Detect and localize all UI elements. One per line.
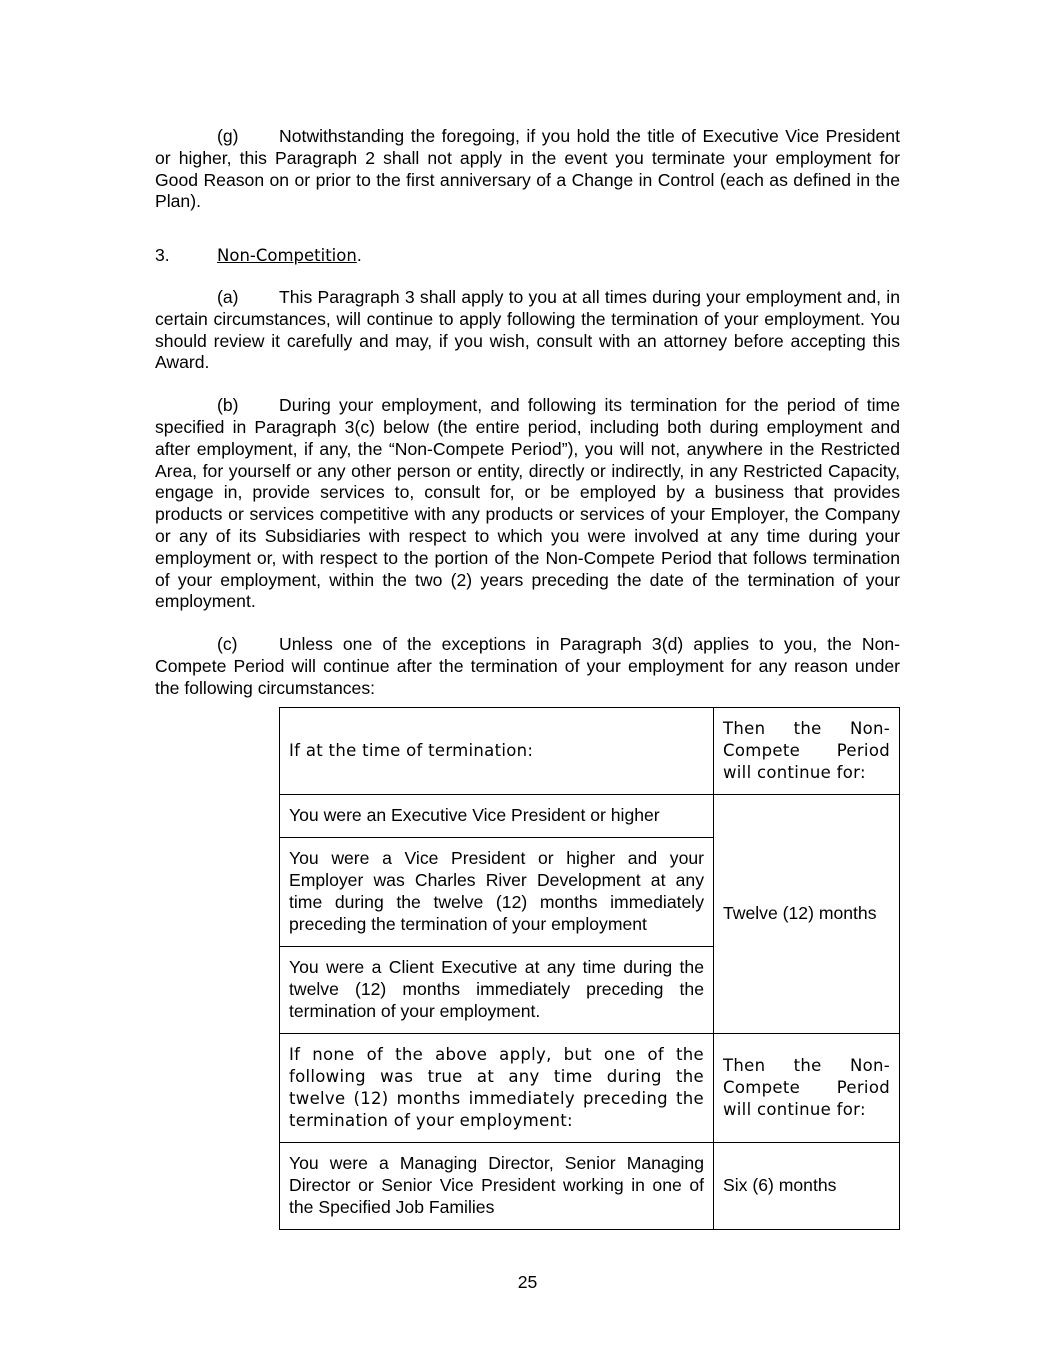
paragraph-a-label: (a)	[217, 286, 239, 307]
paragraph-a-text: This Paragraph 3 shall apply to you at all times during your employment and, in certain circumstances, will continue to apply following the termination of your employment. You should review it carefully and may, if you wish, consult with an attorney before accepting this Award.	[155, 286, 900, 373]
table-subheader-row	[280, 1034, 900, 1143]
table-row	[280, 795, 900, 838]
table-header-right: Then the Non-Compete Period will continue for:	[714, 708, 900, 795]
table-cell-evp: You were an Executive Vice President or higher	[280, 795, 714, 838]
paragraph-b-label: (b)	[217, 395, 239, 416]
paragraph-c	[155, 634, 900, 699]
paragraph-g-text: Notwithstanding the foregoing, if you hold the title of Executive Vice President or higher, this Paragraph 2 shall not apply in the event you terminate your employment for Good Reason on or prior to the first anniversary of a Change in Control (each as defined in the Plan).	[155, 126, 900, 212]
paragraph-b	[155, 395, 900, 613]
table-header-row	[280, 708, 900, 795]
table-cell-managing-director: You were a Managing Director, Senior Managing Director or Senior Vice President working in one of the Specified Job Families	[280, 1143, 714, 1230]
table-subheader-left: If none of the above apply, but one of the following was true at any time during the twelve (12) months immediately preceding the termination of your employment:	[280, 1034, 714, 1143]
section-3-title: Non-Competition	[217, 246, 357, 266]
paragraph-a	[155, 287, 900, 374]
paragraph-b-text: During your employment, and following its termination for the period of time specified in Paragraph 3(c) below (the entire period, including both during employment and after employment, if any, the “Non-Compete Period”), you will not, anywhere in the Restricted Area, for yourself or any other person or entity, directly or indirectly, in any Restricted Capacity, engage in, provide services to, consult for, or be employed by a business that provides products or services competitive with any products or services of your Employer, the Company or any of its Subsidiaries with respect to which you were involved at any time during your employment or, with respect to the portion of the Non-Compete Period that follows termination of your employment, within the two (2) years preceding the date of the termination of your employment.	[155, 395, 900, 612]
table-subheader-right: Then the Non-Compete Period will continue for:	[714, 1034, 900, 1143]
table-row	[280, 1143, 900, 1230]
paragraph-c-text: Unless one of the exceptions in Paragraph 3(d) applies to you, the Non-Compete Period will continue after the termination of your employment for any reason under the following circumstances:	[155, 634, 900, 698]
section-3-heading	[155, 245, 900, 267]
section-3-number: 3.	[155, 245, 170, 266]
paragraph-g	[155, 126, 900, 213]
paragraph-c-label: (c)	[217, 634, 238, 655]
table-cell-six-months: Six (6) months	[714, 1143, 900, 1230]
table-header-left: If at the time of termination:	[280, 708, 714, 795]
non-compete-table	[279, 707, 900, 1230]
table-cell-vp-crd: You were a Vice President or higher and your Employer was Charles River Development at any time during the twelve (12) months immediately preceding the termination of your employment	[280, 838, 714, 947]
table-cell-twelve-months: Twelve (12) months	[714, 795, 900, 1034]
document-body	[155, 126, 900, 700]
paragraph-g-label: (g)	[217, 126, 239, 146]
table-cell-client-executive: You were a Client Executive at any time during the twelve (12) months immediately preceding the termination of your employment.	[280, 947, 714, 1034]
page-number: 25	[517, 1272, 538, 1292]
section-3-suffix: .	[356, 245, 362, 266]
